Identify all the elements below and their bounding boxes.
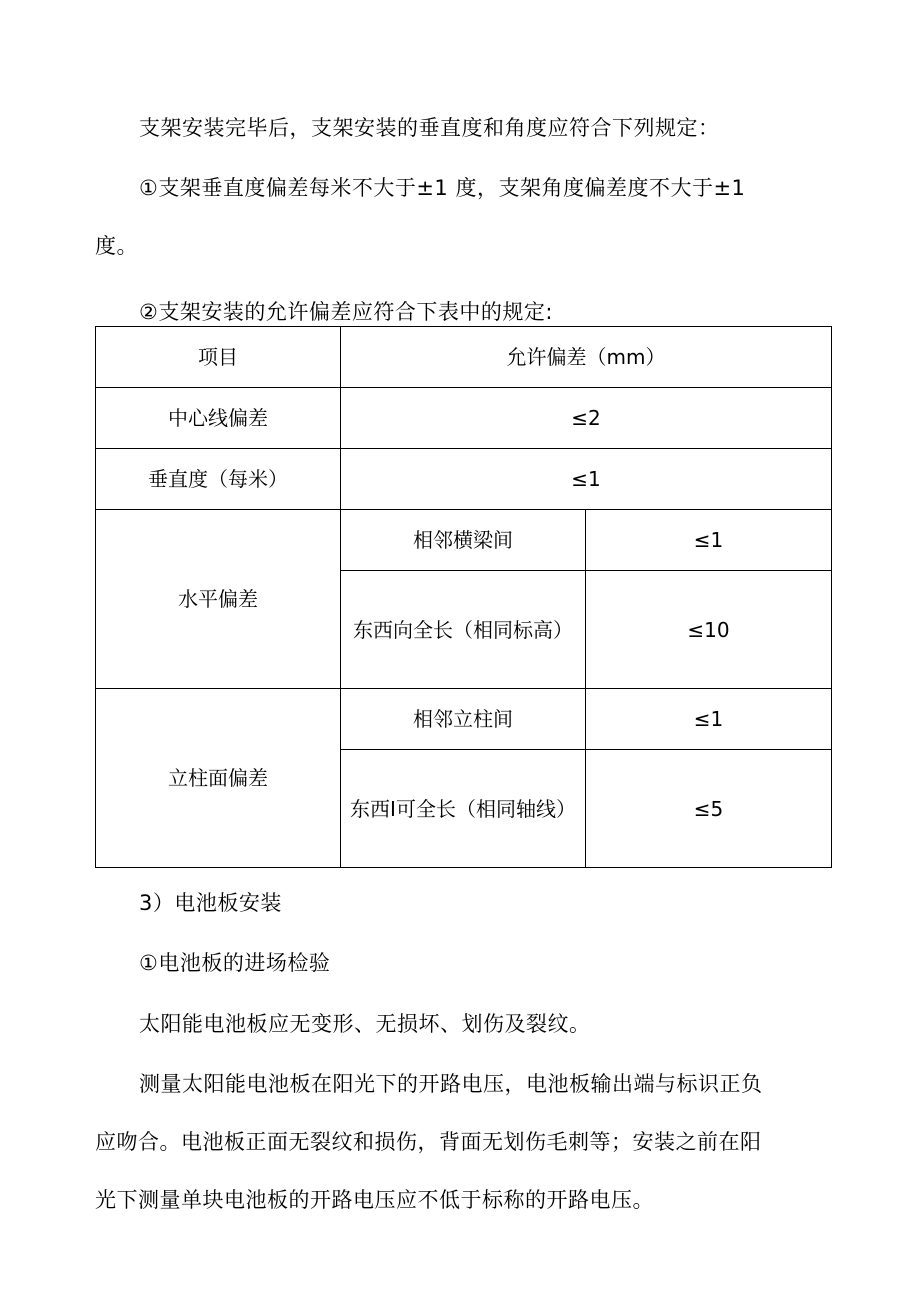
- header-tolerance: 允许偏差（mm）: [341, 327, 832, 388]
- paragraph-verticality-rule-line2: 度。: [95, 234, 138, 258]
- subsection-heading-panel-inspection: ①电池板的进场检验: [139, 951, 331, 975]
- row-horizontal-sub1-label: 相邻横梁间: [341, 510, 586, 571]
- paragraph-voltage-test-line3: 光下测量单块电池板的开路电压应不低于标称的开路电压。: [95, 1188, 654, 1212]
- row-horizontal-sub2-label: 东西向全长（相同标高）: [341, 571, 586, 689]
- table-header-row: [96, 327, 832, 388]
- section-heading-panel-install: 3）电池板安装: [139, 891, 282, 915]
- row-column-face-sub1-value: ≤1: [586, 689, 832, 750]
- row-column-face-sub2-value: ≤5: [586, 750, 832, 868]
- paragraph-voltage-test-line1: 测量太阳能电池板在阳光下的开路电压，电池板输出端与标识正负: [139, 1072, 763, 1096]
- row-horizontal-sub1-value: ≤1: [586, 510, 832, 571]
- row-horizontal-label: 水平偏差: [96, 510, 341, 689]
- table-row: [96, 388, 832, 449]
- table-row: [96, 449, 832, 510]
- row-horizontal-sub2-value: ≤10: [586, 571, 832, 689]
- row-verticality-label: 垂直度（每米）: [96, 449, 341, 510]
- paragraph-panel-condition: 太阳能电池板应无变形、无损坏、划伤及裂纹。: [139, 1012, 591, 1036]
- paragraph-bracket-install-rule: 支架安装完毕后，支架安装的垂直度和角度应符合下列规定：: [139, 116, 720, 140]
- header-item: 项目: [96, 327, 341, 388]
- row-column-face-label: 立柱面偏差: [96, 689, 341, 868]
- row-verticality-value: ≤1: [341, 449, 832, 510]
- row-center-line-label: 中心线偏差: [96, 388, 341, 449]
- tolerance-table: [95, 326, 832, 868]
- paragraph-voltage-test-line2: 应吻合。电池板正面无裂纹和损伤，背面无划伤毛刺等；安装之前在阳: [95, 1130, 762, 1154]
- table-row: [96, 689, 832, 750]
- row-column-face-sub2-label: 东西I可全长（相同轴线）: [341, 750, 586, 868]
- row-center-line-value: ≤2: [341, 388, 832, 449]
- row-column-face-sub1-label: 相邻立柱间: [341, 689, 586, 750]
- paragraph-verticality-rule-line1: ①支架垂直度偏差每米不大于±1 度，支架角度偏差度不大于±1: [139, 176, 746, 200]
- paragraph-table-intro: ②支架安装的允许偏差应符合下表中的规定:: [139, 300, 553, 324]
- table-row: [96, 510, 832, 571]
